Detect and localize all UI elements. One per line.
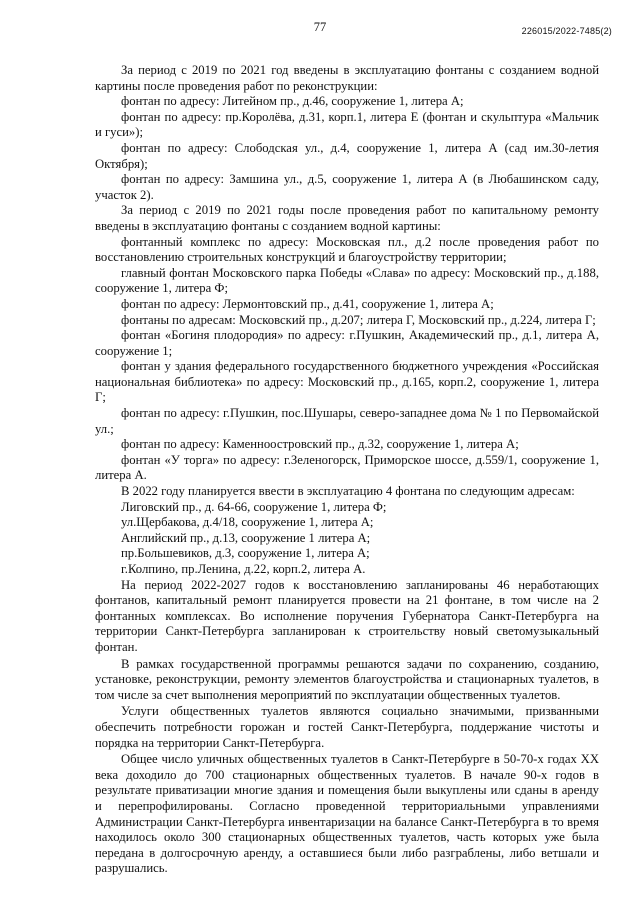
- address-kolpino: г.Колпино, пр.Ленина, д.22, корп.2, литера А.: [121, 562, 366, 576]
- address-angliysky: Английский пр., д.13, сооружение 1 литера А;: [121, 530, 371, 545]
- paragraph-fountain-kamennoostrovsky: фонтан по адресу: Каменноостровский пр., д.32, сооружение 1, литера А;: [121, 437, 519, 452]
- paragraph-fountain-zamshina: фонтан по адресу: Замшина ул., д.5, сооружение 1, литера А (в Любашинском саду, участок 2).: [95, 172, 599, 202]
- paragraph-fountain-koroleva: фонтан по адресу: пр.Королёва, д.31, корп.1, литера Е (фонтан и скульптура «Мальчик и гуси»);: [95, 109, 599, 140]
- paragraph-repair-intro: За период с 2019 по 2021 годы после проведения работ по капитальному ремонту введены в эксплуатацию фонтаны с созданием водной картины:: [95, 203, 599, 233]
- paragraph-fountain-library: фонтан у здания федерального государственного бюджетного учреждения «Российская национальная библиотека» по адресу: Московский пр., д.165, корп.2, сооружение 1, литера Г;: [95, 359, 599, 405]
- paragraph-fountain-slava: главный фонтан Московского парка Победы «Слава» по адресу: Московский пр., д.188, сооружение 1, литера Ф;: [95, 265, 599, 296]
- page-number: 77: [313, 20, 327, 34]
- paragraph-fountain-slobodskaya: фонтан по адресу: Слободская ул., д.4, сооружение 1, литера А (сад им.30-летия Октября);: [95, 140, 599, 171]
- address-ligovsky: Лиговский пр., д. 64-66, сооружение 1, литера Ф;: [121, 499, 387, 514]
- paragraph-fountain-shushary: фонтан по адресу: г.Пушкин, пос.Шушары, северо-западнее дома № 1 по Первомайской ул.;: [95, 406, 599, 436]
- paragraph-2022-plan: В 2022 году планируется ввести в эксплуатацию 4 фонтана по следующим адресам:: [121, 484, 575, 499]
- paragraph-fountain-u-torga: фонтан «У торга» по адресу: г.Зеленогорск, Приморское шоссе, д.559/1, сооружение 1, литера А.: [95, 452, 599, 483]
- document-id: 226015/2022-7485(2): [521, 26, 612, 36]
- paragraph-toilet-history: Общее число уличных общественных туалетов в Санкт-Петербурге в 50-70-х годах XX века доходило до 700 стационарных общественных туалетов. В начале 90-х годов в результате приватизации многие здания и помещения были выкуплены или сданы в аренду и перепрофилированы. Согласно проведенной территориальными управлениями Администрации Санкт-Петербурга инвентаризации на балансе Санкт-Петербурга в то время находилось около 300 стационарных общественных туалетов, часть которых уже была передана в долгосрочную аренду, а оставшиеся были либо разграблены, либо ветшали и разрушались.: [95, 752, 599, 876]
- paragraph-fountain-moskovskaya-pl: фонтанный комплекс по адресу: Московская пл., д.2 после проведения работ по восстановлению строительных конструкций и благоустройству территории;: [95, 234, 599, 265]
- paragraph-toilet-services: Услуги общественных туалетов являются социально значимыми, призванными обеспечить потребности горожан и гостей Санкт-Петербурга, поддержание чистоты и порядка на территории Санкт-Петербурга.: [95, 704, 599, 750]
- paragraph-fountain-lermontovsky: фонтан по адресу: Лермонтовский пр., д.41, сооружение 1, литера А;: [121, 296, 494, 311]
- paragraph-state-program: В рамках государственной программы решаются задачи по сохранению, созданию, установке, реконструкции, ремонту элементов благоустройства и стационарных туалетов, в том числе за счет выполнения мероприятий по эксплуатации общественных туалетов.: [95, 656, 599, 702]
- address-bolshevikov: пр.Большевиков, д.3, сооружение 1, литера А;: [121, 546, 370, 561]
- document-body: [95, 63, 599, 877]
- paragraph-2022-2027-period: На период 2022-2027 годов к восстановлению запланированы 46 неработающих фонтанов, капитальный ремонт планируется провести на 21 фонтане, в том числе на 2 фонтанных комплексах. Во исполнение поручения Губернатора Санкт-Петербурга на территории Санкт-Петербурга запланирован к строительству новый светомузыкальный фонтан.: [95, 577, 599, 654]
- paragraph-fountain-boginya: фонтан «Богиня плодородия» по адресу: г.Пушкин, Академический пр., д.1, литера А, сооружение 1;: [95, 328, 599, 358]
- paragraph-fountains-moskovsky: фонтаны по адресам: Московский пр., д.207; литера Г, Московский пр., д.224, литера Г;: [121, 312, 596, 327]
- address-shcherbakova: ул.Щербакова, д.4/18, сооружение 1, литера А;: [121, 515, 374, 530]
- paragraph-reconstruction-intro: За период с 2019 по 2021 год введены в эксплуатацию фонтаны с созданием водной картины после проведения работ по реконструкции:: [95, 63, 599, 93]
- paragraph-fountain-liteyny: фонтан по адресу: Литейном пр., д.46, сооружение 1, литера А;: [121, 94, 464, 109]
